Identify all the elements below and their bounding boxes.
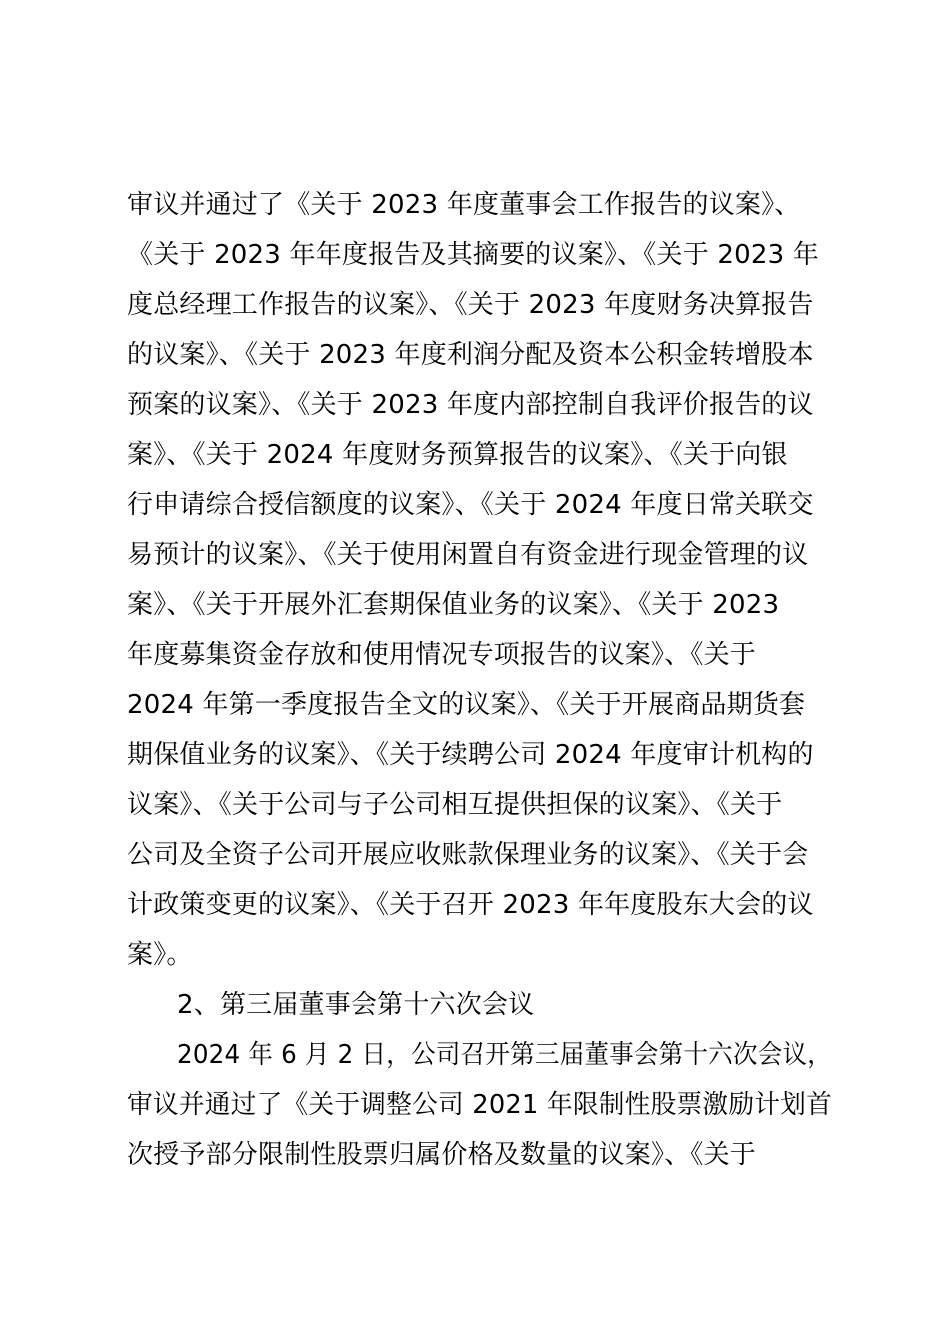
paragraph-line: 议案》、《关于公司与子公司相互提供担保的议案》、《关于: [127, 790, 783, 820]
paragraph-line: 的议案》、《关于 2023 年度利润分配及资本公积金转增股本: [127, 340, 814, 370]
paragraph-line: 易预计的议案》、《关于使用闲置自有资金进行现金管理的议: [127, 540, 809, 570]
paragraph-line: 公司及全资子公司开展应收账款保理业务的议案》、《关于会: [127, 840, 809, 870]
paragraph-line: 行申请综合授信额度的议案》、《关于 2024 年度日常关联交: [127, 490, 814, 520]
paragraph-line: 预案的议案》、《关于 2023 年度内部控制自我评价报告的议: [127, 390, 814, 420]
paragraph-line: 审议并通过了《关于调整公司 2021 年限制性股票激励计划首: [127, 1090, 833, 1120]
section-heading: 2、第三届董事会第十六次会议: [177, 990, 535, 1020]
paragraph-line: 案》、《关于 2024 年度财务预算报告的议案》、《关于向银: [127, 440, 788, 470]
paragraph-line: 《关于 2023 年年度报告及其摘要的议案》、《关于 2023 年: [127, 240, 819, 270]
paragraph-line: 期保值业务的议案》、《关于续聘公司 2024 年度审计机构的: [127, 740, 814, 770]
paragraph-line: 案》。: [127, 940, 193, 970]
paragraph-line: 2024 年 6 月 2 日，公司召开第三届董事会第十六次会议，: [177, 1040, 833, 1070]
paragraph-line: 度总经理工作报告的议案》、《关于 2023 年度财务决算报告: [127, 290, 814, 320]
paragraph-line: 年度募集资金存放和使用情况专项报告的议案》、《关于: [127, 640, 757, 670]
paragraph-line: 案》、《关于开展外汇套期保值业务的议案》、《关于 2023: [127, 590, 780, 620]
paragraph-line: 次授予部分限制性股票归属价格及数量的议案》、《关于: [127, 1140, 757, 1170]
paragraph-line: 计政策变更的议案》、《关于召开 2023 年年度股东大会的议: [127, 890, 814, 920]
paragraph-line: 审议并通过了《关于 2023 年度董事会工作报告的议案》、: [127, 190, 801, 220]
paragraph-line: 2024 年第一季度报告全文的议案》、《关于开展商品期货套: [127, 690, 806, 720]
